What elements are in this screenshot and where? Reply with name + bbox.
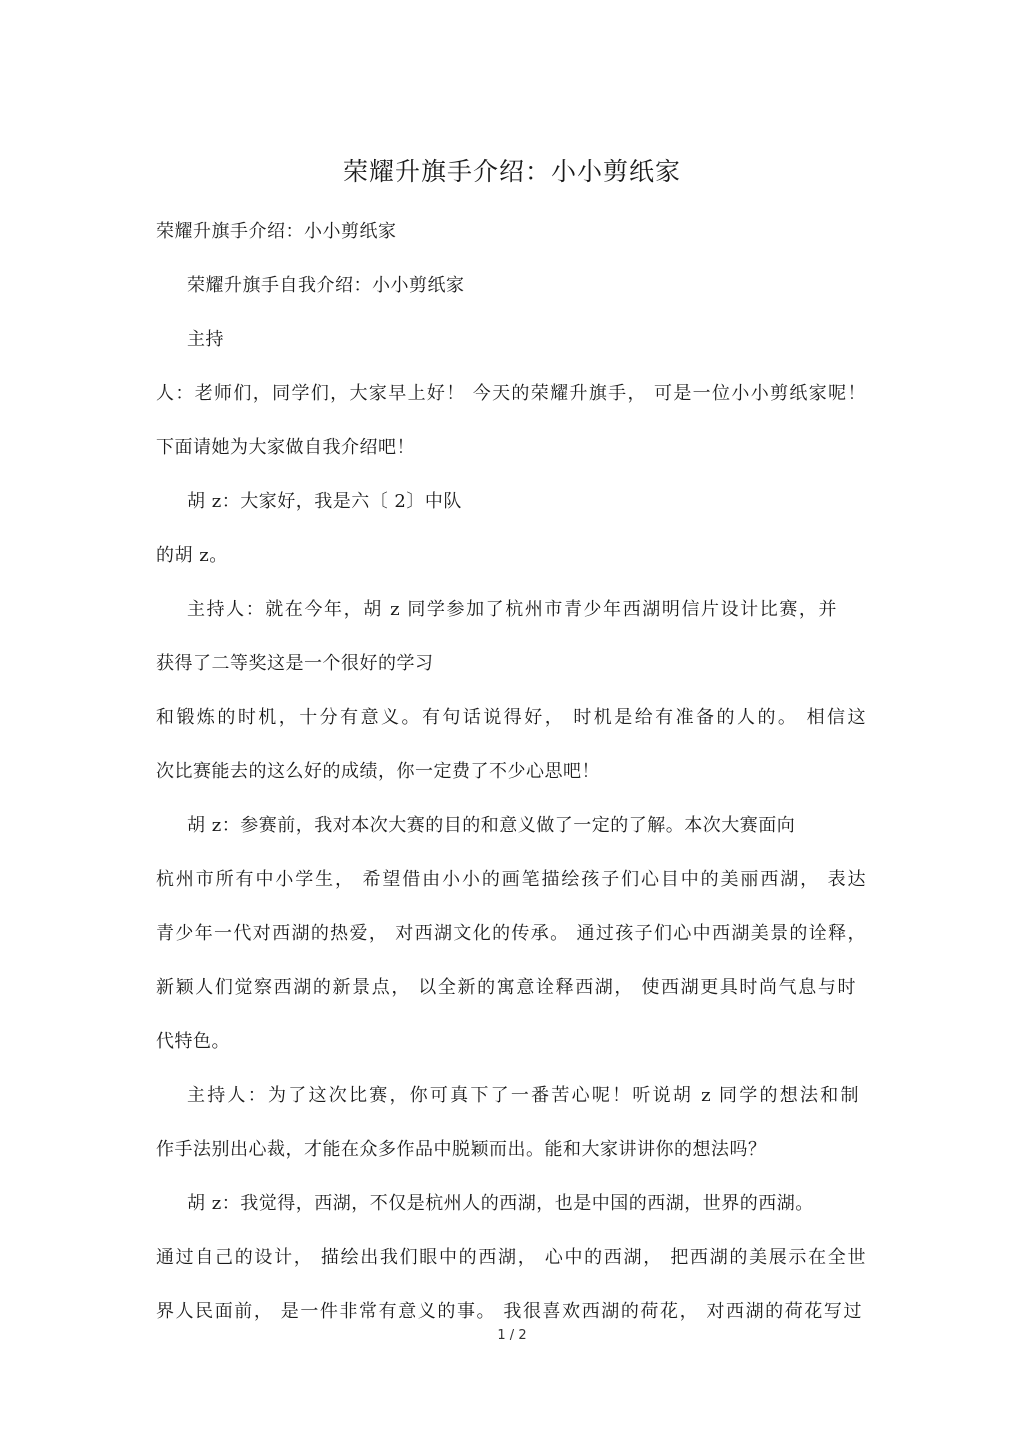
document-title: 荣耀升旗手介绍：小小剪纸家: [342, 157, 681, 186]
text-line: 和锻炼的时机，十分有意义。有句话说得好， 时机是给有准备的人的。 相信这: [156, 707, 866, 728]
text-line: 通过自己的设计， 描绘出我们眼中的西湖， 心中的西湖， 把西湖的美展示在全世: [156, 1247, 866, 1268]
text-line: 胡 z：我觉得，西湖，不仅是杭州人的西湖，也是中国的西湖，世界的西湖。: [187, 1193, 814, 1214]
text-line: 胡 z：参赛前，我对本次大赛的目的和意义做了一定的了解。本次大赛面向: [187, 815, 796, 836]
text-line: 青少年一代对西湖的热爱， 对西湖文化的传承。 通过孩子们心中西湖美景的诠释，: [156, 923, 866, 944]
text-line: 界人民面前， 是一件非常有意义的事。 我很喜欢西湖的荷花， 对西湖的荷花写过: [156, 1301, 862, 1322]
text-line: 人：老师们，同学们，大家早上好！ 今天的荣耀升旗手， 可是一位小小剪纸家呢！: [156, 383, 866, 404]
text-line: 杭州市所有中小学生， 希望借由小小的画笔描绘孩子们心目中的美丽西湖， 表达: [156, 869, 866, 890]
text-line: 下面请她为大家做自我介绍吧！: [156, 437, 415, 458]
text-line: 次比赛能去的这么好的成绩，你一定费了不少心思吧！: [156, 761, 600, 782]
text-line: 荣耀升旗手介绍：小小剪纸家: [156, 221, 397, 242]
page-number: 1 / 2: [497, 1328, 527, 1343]
text-line: 作手法别出心裁，才能在众多作品中脱颖而出。能和大家讲讲你的想法吗？: [156, 1139, 767, 1160]
text-line: 主持人：为了这次比赛，你可真下了一番苦心呢！听说胡 z 同学的想法和制: [187, 1085, 859, 1106]
text-line: 的胡 z。: [156, 545, 228, 566]
text-line: 荣耀升旗手自我介绍：小小剪纸家: [187, 275, 465, 296]
text-line: 主持人：就在今年，胡 z 同学参加了杭州市青少年西湖明信片设计比赛，并: [187, 599, 837, 620]
text-line: 新颖人们觉察西湖的新景点， 以全新的寓意诠释西湖， 使西湖更具时尚气息与时: [156, 977, 856, 998]
text-line: 胡 z：大家好，我是六〔 2〕中队: [187, 491, 462, 512]
text-line: 主持: [187, 329, 224, 350]
text-line: 获得了二等奖这是一个很好的学习: [156, 653, 434, 674]
text-line: 代特色。: [156, 1031, 230, 1052]
